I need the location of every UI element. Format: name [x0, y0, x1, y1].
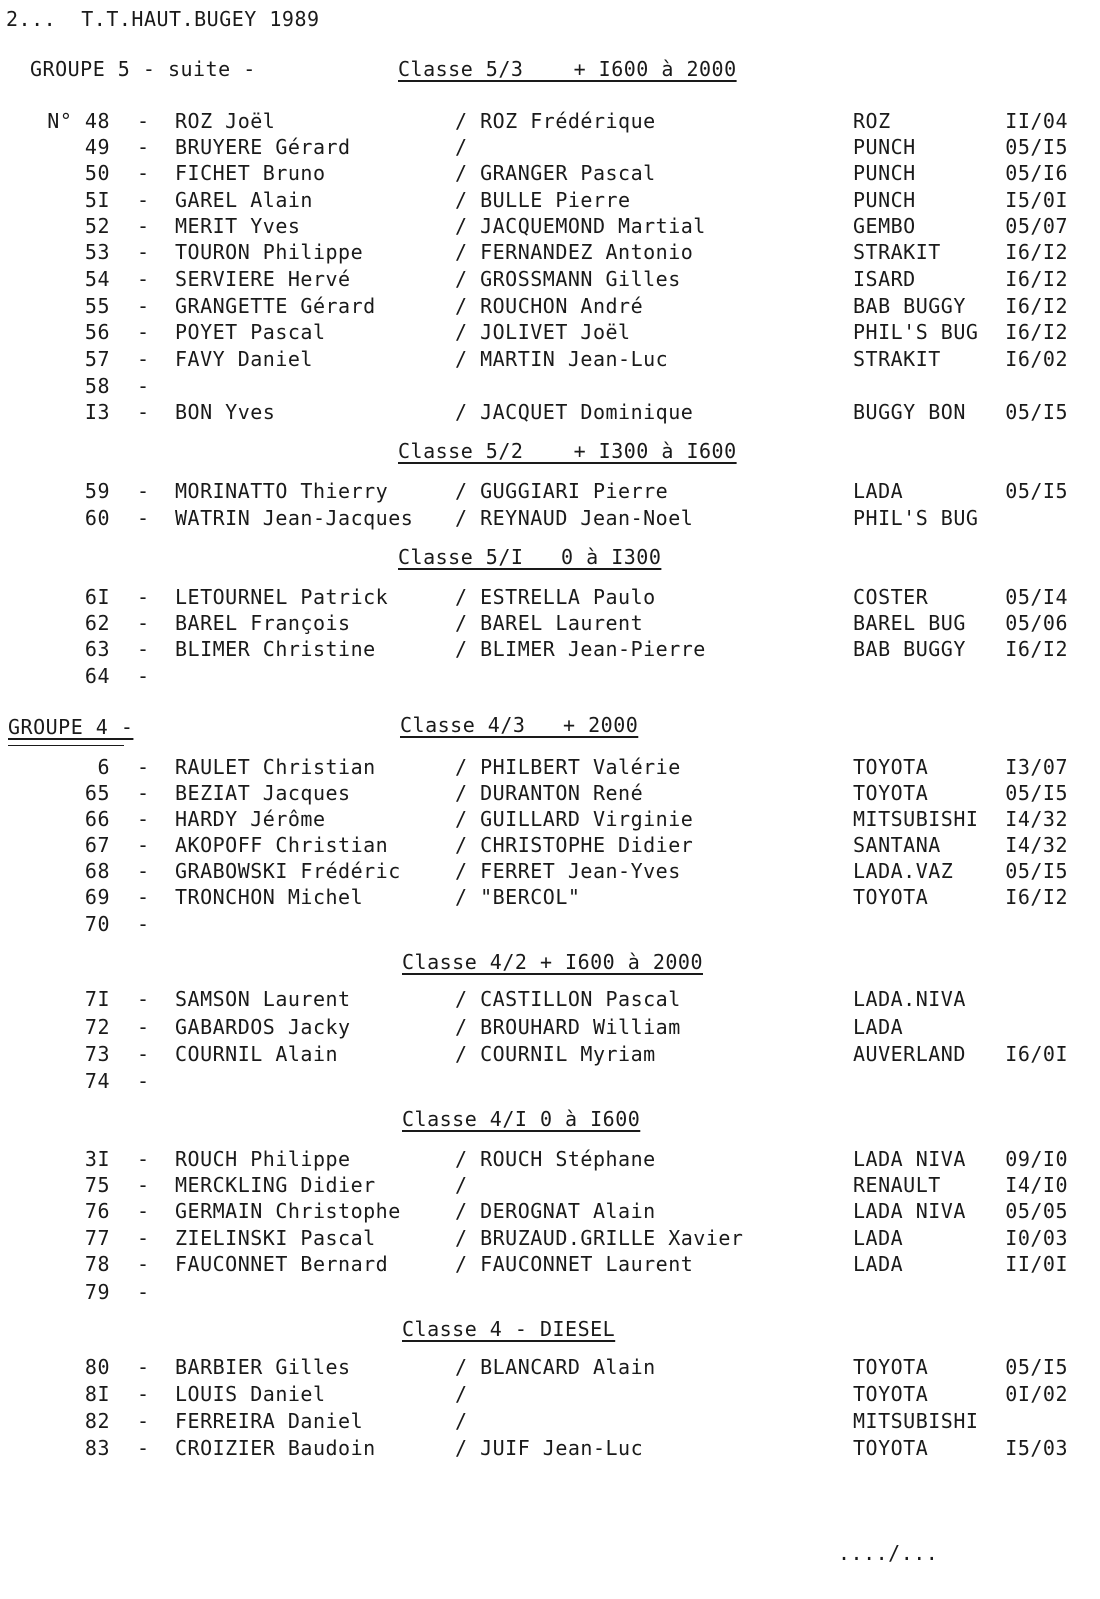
entry-number: 55 — [84, 294, 110, 318]
driver-name: MERCKLING Didier — [175, 1173, 376, 1197]
driver-name: LETOURNEL Patrick — [175, 585, 389, 609]
vehicle-name: ISARD — [853, 267, 916, 291]
driver-name: SAMSON Laurent — [175, 987, 351, 1011]
vehicle-name: LADA — [853, 1015, 904, 1039]
entry-code: I4/32 — [1005, 833, 1068, 857]
entry-dash: - — [137, 1069, 150, 1093]
vehicle-name: LADA.VAZ — [853, 859, 954, 883]
entry-dash: - — [137, 885, 150, 909]
group-heading: GROUPE 5 - suite - — [30, 57, 256, 81]
class-title: Classe 4/I 0 à I600 — [402, 1107, 641, 1131]
entry-code: II/0I — [1005, 1252, 1068, 1276]
driver-name: BLIMER Christine — [175, 637, 376, 661]
entry-code: I6/I2 — [1005, 637, 1068, 661]
codriver-name: / PHILBERT Valérie — [455, 755, 681, 779]
entry-code: I6/02 — [1005, 347, 1068, 371]
entry-dash: - — [137, 611, 150, 635]
entry-number: 78 — [84, 1252, 110, 1276]
entry-dash: - — [137, 479, 150, 503]
codriver-name: / JACQUET Dominique — [455, 400, 694, 424]
page-header: 2... T.T.HAUT.BUGEY 1989 — [6, 7, 320, 31]
class-title: Classe 4/3 + 2000 — [400, 713, 639, 737]
class-title: Classe 4 - DIESEL — [402, 1317, 616, 1341]
vehicle-name: TOYOTA — [853, 1382, 929, 1406]
entry-dash: - — [137, 240, 150, 264]
codriver-name: / DEROGNAT Alain — [455, 1199, 656, 1223]
codriver-name: / BROUHARD William — [455, 1015, 681, 1039]
driver-name: WATRIN Jean-Jacques — [175, 506, 414, 530]
entry-number: 74 — [84, 1069, 110, 1093]
codriver-name: / BAREL Laurent — [455, 611, 644, 635]
entry-number: 49 — [84, 135, 110, 159]
codriver-name: / JACQUEMOND Martial — [455, 214, 706, 238]
codriver-name: / — [455, 1382, 468, 1406]
vehicle-name: TOYOTA — [853, 885, 929, 909]
codriver-name: / BLIMER Jean-Pierre — [455, 637, 706, 661]
class-title: Classe 4/2 + I600 à 2000 — [402, 950, 703, 974]
codriver-name: / — [455, 135, 468, 159]
entry-dash: - — [137, 400, 150, 424]
driver-name: FERREIRA Daniel — [175, 1409, 364, 1433]
entry-number: 63 — [84, 637, 110, 661]
entry-dash: - — [137, 1355, 150, 1379]
entry-code: 05/I5 — [1005, 781, 1068, 805]
entry-dash: - — [137, 267, 150, 291]
entry-number: 59 — [84, 479, 110, 503]
entry-number: 58 — [84, 374, 110, 398]
entry-dash: - — [137, 833, 150, 857]
driver-name: BAREL François — [175, 611, 351, 635]
entry-dash: - — [137, 807, 150, 831]
entry-dash: - — [137, 294, 150, 318]
entry-dash: - — [137, 1173, 150, 1197]
driver-name: BON Yves — [175, 400, 276, 424]
vehicle-name: GEMBO — [853, 214, 916, 238]
entry-number: 3I — [84, 1147, 110, 1171]
entry-number: 67 — [84, 833, 110, 857]
entry-dash: - — [137, 1015, 150, 1039]
vehicle-name: RENAULT — [853, 1173, 941, 1197]
entry-dash: - — [137, 1252, 150, 1276]
entry-code: I4/I0 — [1005, 1173, 1068, 1197]
entry-dash: - — [137, 781, 150, 805]
entry-number: 57 — [84, 347, 110, 371]
class-title: Classe 5/I 0 à I300 — [398, 545, 662, 569]
driver-name: GABARDOS Jacky — [175, 1015, 351, 1039]
driver-name: RAULET Christian — [175, 755, 376, 779]
entry-number: 79 — [84, 1280, 110, 1304]
entry-number: 60 — [84, 506, 110, 530]
entry-code: 09/I0 — [1005, 1147, 1068, 1171]
vehicle-name: TOYOTA — [853, 1436, 929, 1460]
entry-code: I6/I2 — [1005, 267, 1068, 291]
driver-name: TRONCHON Michel — [175, 885, 364, 909]
codriver-name: / GRANGER Pascal — [455, 161, 656, 185]
codriver-name: / BRUZAUD.GRILLE Xavier — [455, 1226, 744, 1250]
entry-number: 62 — [84, 611, 110, 635]
entry-number: 54 — [84, 267, 110, 291]
entry-number: 70 — [84, 912, 110, 936]
driver-name: LOUIS Daniel — [175, 1382, 326, 1406]
vehicle-name: LADA NIVA — [853, 1199, 966, 1223]
codriver-name: / MARTIN Jean-Luc — [455, 347, 669, 371]
entry-number: 5I — [84, 188, 110, 212]
codriver-name: / ROUCHON André — [455, 294, 644, 318]
entry-code: 05/I5 — [1005, 135, 1068, 159]
driver-name: GAREL Alain — [175, 188, 313, 212]
entry-dash: - — [137, 755, 150, 779]
entry-dash: - — [137, 1226, 150, 1250]
codriver-name: / FERNANDEZ Antonio — [455, 240, 694, 264]
entry-code: II/04 — [1005, 109, 1068, 133]
vehicle-name: PUNCH — [853, 161, 916, 185]
codriver-name: / GROSSMANN Gilles — [455, 267, 681, 291]
codriver-name: / FAUCONNET Laurent — [455, 1252, 694, 1276]
codriver-name: / — [455, 1173, 468, 1197]
driver-name: POYET Pascal — [175, 320, 326, 344]
vehicle-name: STRAKIT — [853, 240, 941, 264]
driver-name: GRABOWSKI Frédéric — [175, 859, 401, 883]
entry-dash: - — [137, 664, 150, 688]
entry-dash: - — [137, 1436, 150, 1460]
entry-code: I6/I2 — [1005, 294, 1068, 318]
codriver-name: / BULLE Pierre — [455, 188, 631, 212]
entry-dash: - — [137, 1199, 150, 1223]
entry-dash: - — [137, 109, 150, 133]
codriver-name: / GUGGIARI Pierre — [455, 479, 669, 503]
vehicle-name: PHIL'S BUG — [853, 320, 979, 344]
entry-code: 05/05 — [1005, 1199, 1068, 1223]
vehicle-name: PUNCH — [853, 188, 916, 212]
entry-dash: - — [137, 214, 150, 238]
vehicle-name: SANTANA — [853, 833, 941, 857]
driver-name: MORINATTO Thierry — [175, 479, 389, 503]
class-title: Classe 5/2 + I300 à I600 — [398, 439, 737, 463]
entry-code: I4/32 — [1005, 807, 1068, 831]
entry-number: 8I — [84, 1382, 110, 1406]
driver-name: BEZIAT Jacques — [175, 781, 351, 805]
vehicle-name: PHIL'S BUG — [853, 506, 979, 530]
entry-code: I5/0I — [1005, 188, 1068, 212]
entry-dash: - — [137, 1409, 150, 1433]
vehicle-name: MITSUBISHI — [853, 1409, 979, 1433]
vehicle-name: BAB BUGGY — [853, 637, 966, 661]
entry-number: 7I — [84, 987, 110, 1011]
driver-name: ZIELINSKI Pascal — [175, 1226, 376, 1250]
driver-name: CROIZIER Baudoin — [175, 1436, 376, 1460]
entry-number: 6 — [97, 755, 110, 779]
entry-number: 6I — [84, 585, 110, 609]
entry-number: 56 — [84, 320, 110, 344]
vehicle-name: COSTER — [853, 585, 929, 609]
entry-code: 05/I4 — [1005, 585, 1068, 609]
entry-number: 73 — [84, 1042, 110, 1066]
entry-dash: - — [137, 506, 150, 530]
driver-name: MERIT Yves — [175, 214, 301, 238]
codriver-name: / ROUCH Stéphane — [455, 1147, 656, 1171]
entry-code: 0I/02 — [1005, 1382, 1068, 1406]
entry-number: 66 — [84, 807, 110, 831]
codriver-name: / BLANCARD Alain — [455, 1355, 656, 1379]
codriver-name: / "BERCOL" — [455, 885, 581, 909]
vehicle-name: MITSUBISHI — [853, 807, 979, 831]
entry-dash: - — [137, 320, 150, 344]
entry-dash: - — [137, 161, 150, 185]
entry-dash: - — [137, 1042, 150, 1066]
entry-number: 64 — [84, 664, 110, 688]
entry-code: 05/I5 — [1005, 859, 1068, 883]
entry-dash: - — [137, 188, 150, 212]
entry-dash: - — [137, 135, 150, 159]
group-heading: GROUPE 4 - — [8, 715, 134, 739]
entry-dash: - — [137, 1280, 150, 1304]
driver-name: AKOPOFF Christian — [175, 833, 389, 857]
entry-number: 69 — [84, 885, 110, 909]
driver-name: SERVIERE Hervé — [175, 267, 351, 291]
entry-code: I6/I2 — [1005, 240, 1068, 264]
codriver-name: / CASTILLON Pascal — [455, 987, 681, 1011]
entry-number: 65 — [84, 781, 110, 805]
vehicle-name: TOYOTA — [853, 1355, 929, 1379]
entry-code: 05/06 — [1005, 611, 1068, 635]
entry-code: I0/03 — [1005, 1226, 1068, 1250]
vehicle-name: LADA.NIVA — [853, 987, 966, 1011]
codriver-name: / ESTRELLA Paulo — [455, 585, 656, 609]
entry-dash: - — [137, 585, 150, 609]
vehicle-name: TOYOTA — [853, 755, 929, 779]
entry-number: 53 — [84, 240, 110, 264]
codriver-name: / ROZ Frédérique — [455, 109, 656, 133]
entry-number: 50 — [84, 161, 110, 185]
entry-code: I6/I2 — [1005, 320, 1068, 344]
driver-name: FICHET Bruno — [175, 161, 326, 185]
vehicle-name: LADA — [853, 1252, 904, 1276]
double-underline — [8, 739, 124, 746]
vehicle-name: LADA — [853, 479, 904, 503]
codriver-name: / REYNAUD Jean-Noel — [455, 506, 694, 530]
entry-number: 72 — [84, 1015, 110, 1039]
entry-number: 82 — [84, 1409, 110, 1433]
entry-code: 05/I5 — [1005, 479, 1068, 503]
entry-dash: - — [137, 374, 150, 398]
driver-name: COURNIL Alain — [175, 1042, 339, 1066]
entry-dash: - — [137, 987, 150, 1011]
entry-code: 05/I5 — [1005, 1355, 1068, 1379]
codriver-name: / FERRET Jean-Yves — [455, 859, 681, 883]
driver-name: FAUCONNET Bernard — [175, 1252, 389, 1276]
driver-name: ROUCH Philippe — [175, 1147, 351, 1171]
vehicle-name: TOYOTA — [853, 781, 929, 805]
entry-dash: - — [137, 1382, 150, 1406]
driver-name: HARDY Jérôme — [175, 807, 326, 831]
entry-number: 75 — [84, 1173, 110, 1197]
driver-name: GRANGETTE Gérard — [175, 294, 376, 318]
entry-code: I6/0I — [1005, 1042, 1068, 1066]
codriver-name: / DURANTON René — [455, 781, 644, 805]
vehicle-name: BAB BUGGY — [853, 294, 966, 318]
entry-code: I3/07 — [1005, 755, 1068, 779]
vehicle-name: LADA — [853, 1226, 904, 1250]
entry-number: 68 — [84, 859, 110, 883]
entry-code: 05/I6 — [1005, 161, 1068, 185]
entry-dash: - — [137, 347, 150, 371]
entry-dash: - — [137, 1147, 150, 1171]
entry-number: 76 — [84, 1199, 110, 1223]
codriver-name: / GUILLARD Virginie — [455, 807, 694, 831]
vehicle-name: BUGGY BON — [853, 400, 966, 424]
driver-name: GERMAIN Christophe — [175, 1199, 401, 1223]
page-footer: ..../... — [838, 1541, 939, 1565]
entry-code: I5/03 — [1005, 1436, 1068, 1460]
vehicle-name: PUNCH — [853, 135, 916, 159]
vehicle-name: STRAKIT — [853, 347, 941, 371]
entry-dash: - — [137, 912, 150, 936]
entry-dash: - — [137, 637, 150, 661]
entry-number: I3 — [84, 400, 110, 424]
driver-name: BRUYERE Gérard — [175, 135, 351, 159]
codriver-name: / — [455, 1409, 468, 1433]
codriver-name: / COURNIL Myriam — [455, 1042, 656, 1066]
vehicle-name: LADA NIVA — [853, 1147, 966, 1171]
vehicle-name: AUVERLAND — [853, 1042, 966, 1066]
codriver-name: / CHRISTOPHE Didier — [455, 833, 694, 857]
entry-code: 05/I5 — [1005, 400, 1068, 424]
entry-dash: - — [137, 859, 150, 883]
driver-name: ROZ Joël — [175, 109, 276, 133]
driver-name: FAVY Daniel — [175, 347, 313, 371]
codriver-name: / JUIF Jean-Luc — [455, 1436, 644, 1460]
entry-code: 05/07 — [1005, 214, 1068, 238]
entry-code: I6/I2 — [1005, 885, 1068, 909]
vehicle-name: BAREL BUG — [853, 611, 966, 635]
driver-name: BARBIER Gilles — [175, 1355, 351, 1379]
entry-number: N° 48 — [47, 109, 110, 133]
entry-number: 52 — [84, 214, 110, 238]
codriver-name: / JOLIVET Joël — [455, 320, 631, 344]
driver-name: TOURON Philippe — [175, 240, 364, 264]
entry-number: 77 — [84, 1226, 110, 1250]
entry-number: 83 — [84, 1436, 110, 1460]
class-title: Classe 5/3 + I600 à 2000 — [398, 57, 737, 81]
vehicle-name: ROZ — [853, 109, 891, 133]
entry-number: 80 — [84, 1355, 110, 1379]
